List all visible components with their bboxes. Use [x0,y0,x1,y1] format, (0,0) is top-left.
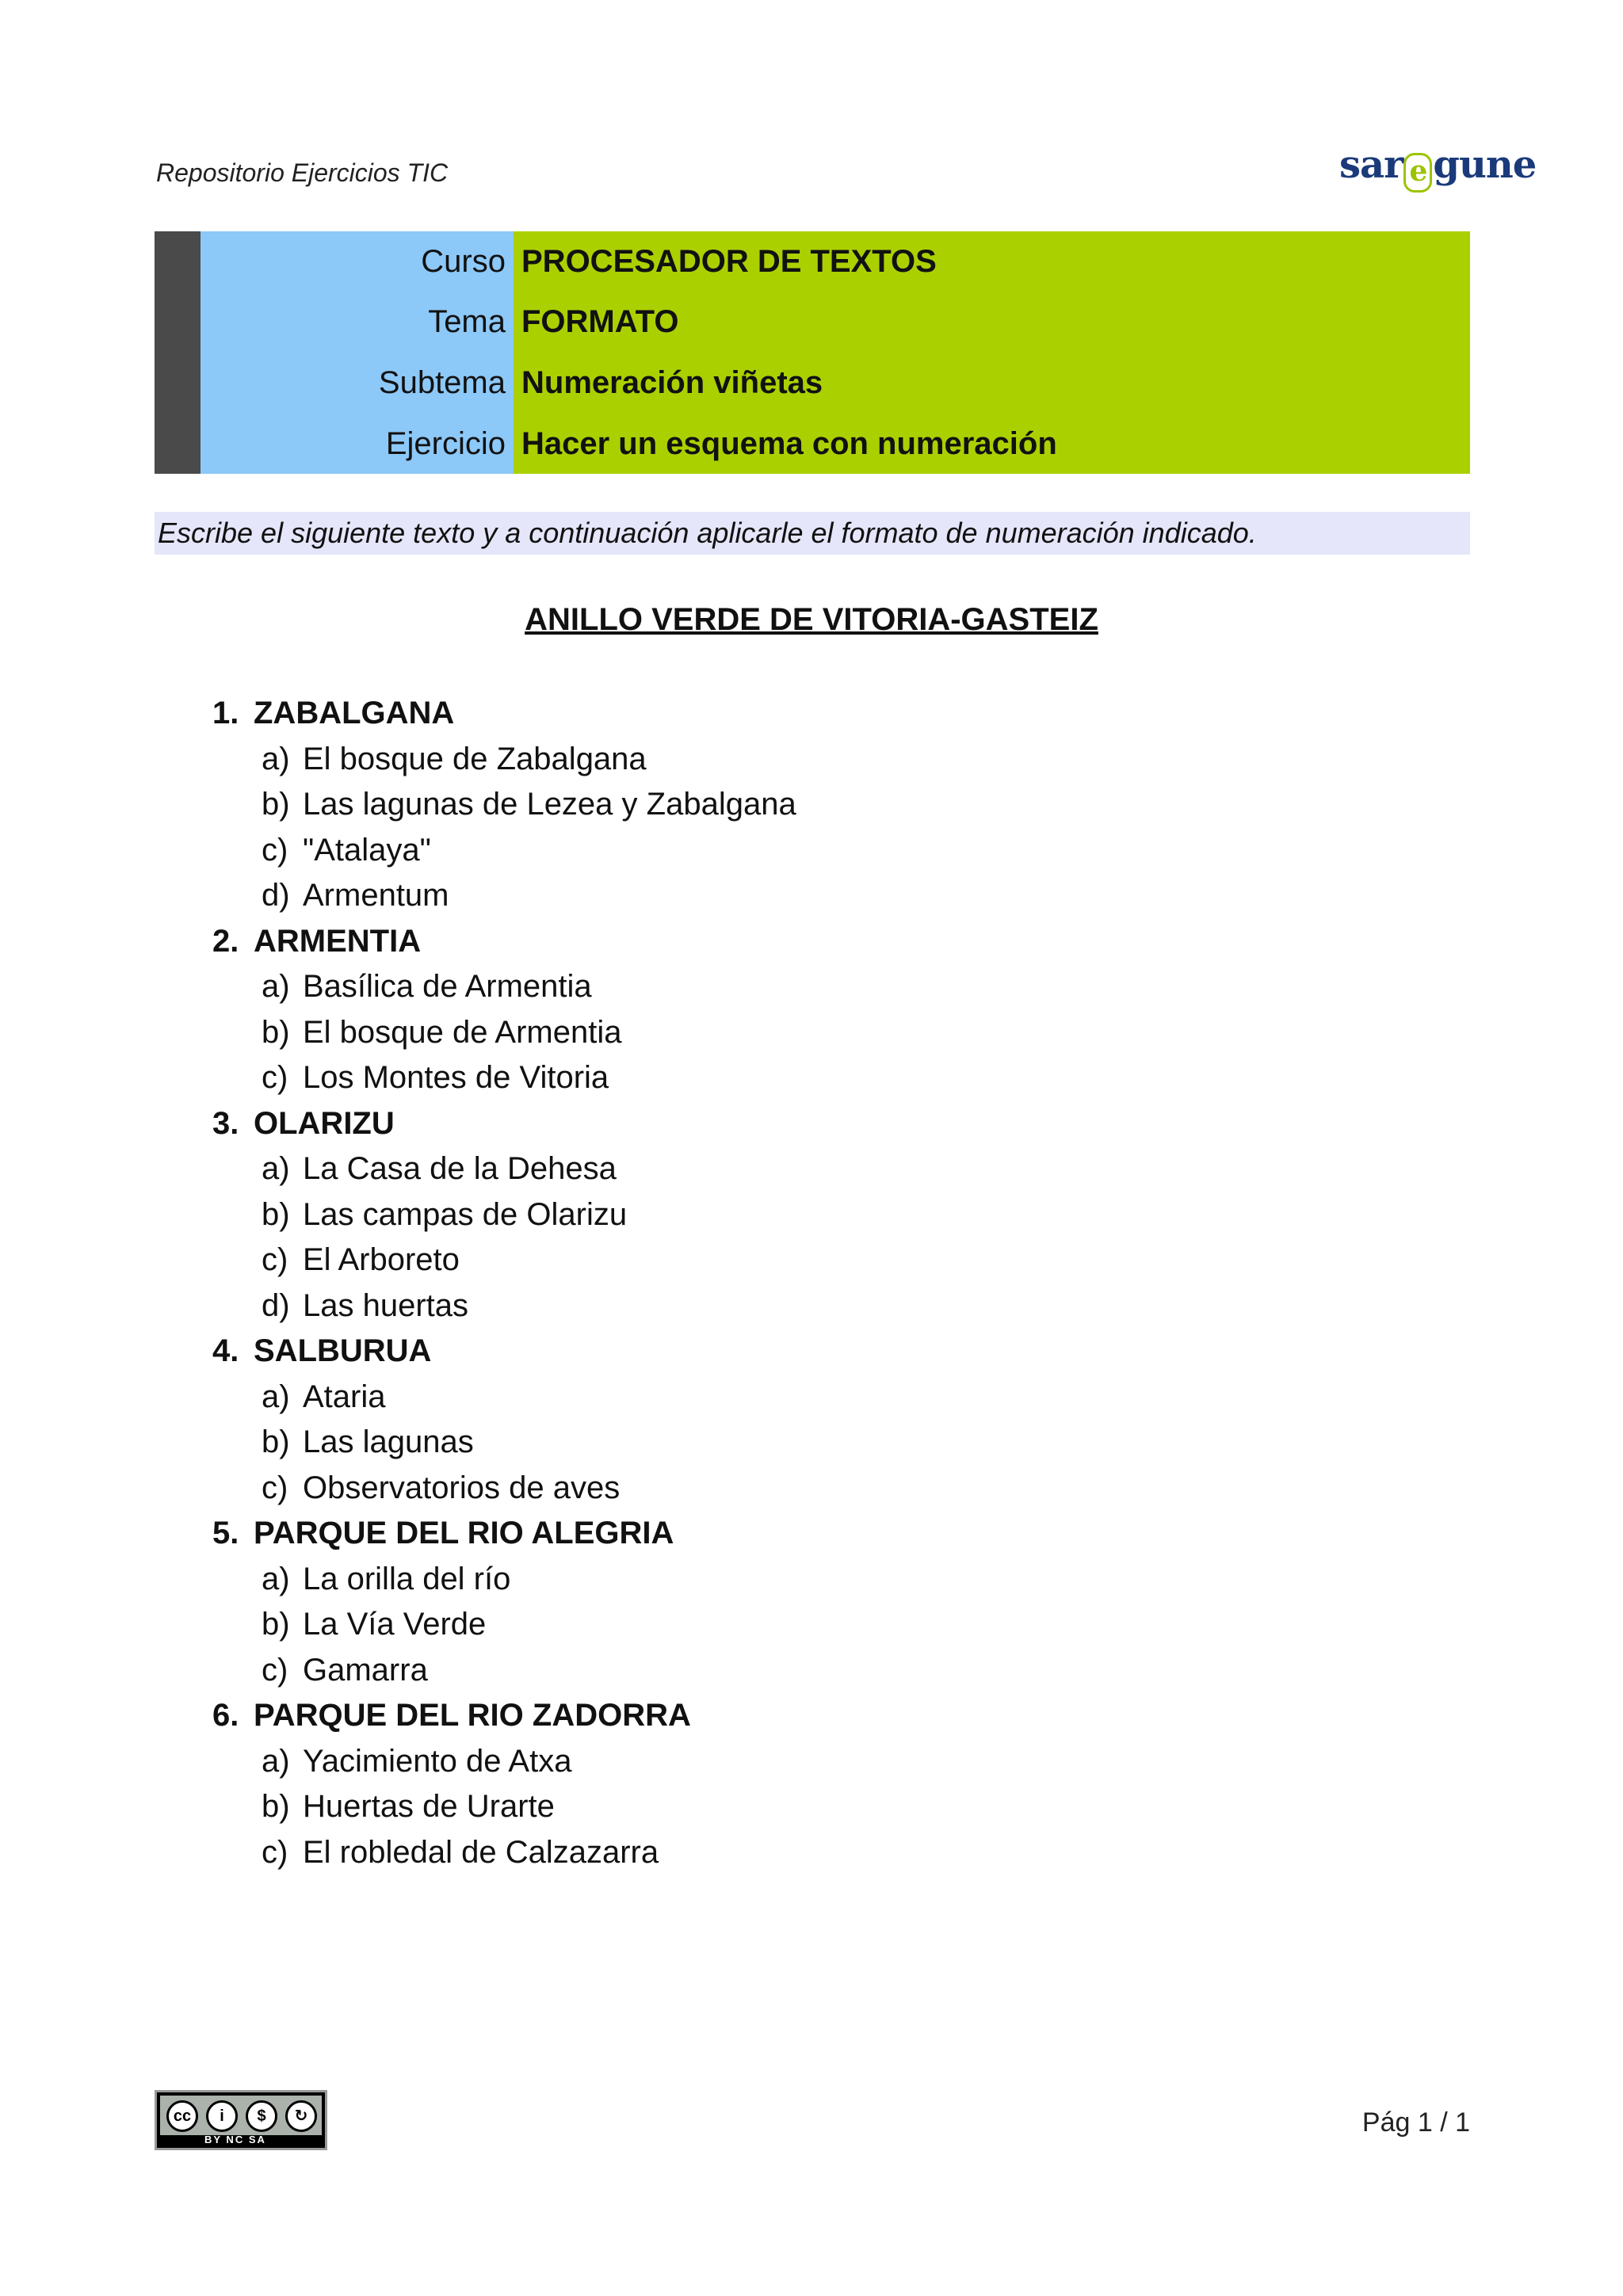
list-item-letter: c) [262,1470,288,1505]
list-item-letter: b) [262,1014,290,1050]
info-value: Hacer un esquema con numeración [521,426,1057,461]
list-item-letter: c) [262,1242,288,1277]
section-number: 2. [212,923,239,959]
list-item-text: El bosque de Armentia [303,1014,622,1050]
list-item [0,1420,1623,1466]
saregune-logo [1339,111,1537,198]
section-number: 4. [212,1333,239,1368]
info-row-curso [200,231,1470,292]
list-item-letter: c) [262,1834,288,1870]
list-item-text: La Vía Verde [303,1607,487,1642]
list-item [0,1283,1623,1329]
info-value: FORMATO [521,304,679,339]
section-heading [0,1511,1623,1557]
list-item [0,1739,1623,1785]
section-title: ARMENTIA [254,923,422,959]
list-item [0,1648,1623,1694]
list-item-letter: a) [262,1151,290,1186]
info-value: Numeración viñetas [521,365,823,400]
section-title: ZABALGANA [254,696,455,730]
list-item-letter: a) [262,741,290,776]
section-number: 6. [212,1698,239,1733]
info-row-ejercicio [200,414,1470,474]
section-heading [0,1101,1623,1147]
list-item [0,1238,1623,1283]
list-item-letter: c) [262,832,288,868]
list-item-text: Observatorios de aves [303,1470,621,1505]
list-item-text: El Arboreto [303,1242,460,1277]
list-item [0,873,1623,919]
cc-license-badge [155,2090,327,2150]
list-item-text: "Atalaya" [303,832,431,868]
list-item [0,782,1623,828]
list-item-letter: c) [262,1060,288,1095]
list-item-letter: b) [262,787,290,822]
info-label: Tema [428,304,506,339]
list-item-letter: b) [262,1196,290,1232]
logo-mouse-icon: e [1403,153,1432,193]
section-title: OLARIZU [254,1105,395,1141]
info-row-subtema [200,353,1470,413]
list-item-text: Yacimiento de Atxa [303,1743,572,1779]
list-item-letter: a) [262,1379,290,1414]
list-item-letter: d) [262,1287,290,1323]
list-item [0,1010,1623,1056]
list-item [0,828,1623,874]
list-item-letter: a) [262,969,290,1004]
list-item-text: Las lagunas de Lezea y Zabalgana [303,787,796,822]
info-table [155,231,1470,474]
list-item-letter: a) [262,1561,290,1596]
page-number: Pág 1 / 1 [1361,2107,1470,2138]
section-number: 3. [212,1105,239,1141]
section-number: 1. [212,696,239,730]
list-item-text: Los Montes de Vitoria [303,1060,609,1095]
info-label: Subtema [378,365,506,400]
info-row-tema [200,292,1470,352]
section-heading [0,691,1623,737]
list-item-letter: b) [262,1789,290,1824]
numbered-outline [0,691,1623,1875]
info-value: PROCESADOR DE TEXTOS [521,244,937,279]
list-item-text: Huertas de Urarte [303,1789,555,1824]
section-title: PARQUE DEL RIO ZADORRA [254,1698,691,1733]
instruction-text: Escribe el siguiente texto y a continuación aplicarle el formato de numeración indicado. [158,517,1257,549]
header-title: Repositorio Ejercicios TIC [156,158,449,187]
cc-icon: cc [166,2100,198,2132]
info-label: Curso [421,244,506,279]
section-heading [0,919,1623,965]
list-item [0,1466,1623,1512]
list-item [0,1602,1623,1648]
list-item [0,964,1623,1010]
section-title: SALBURUA [254,1333,432,1368]
list-item-letter: b) [262,1425,290,1459]
list-item-text: El bosque de Zabalgana [303,741,647,776]
info-table-dark-bar [155,231,200,474]
list-item-text: La Casa de la Dehesa [303,1151,617,1186]
list-item [0,737,1623,783]
list-item-text: Basílica de Armentia [303,969,592,1004]
nc-icon: $ [246,2100,277,2132]
list-item-text: Armentum [303,878,449,913]
section-number: 5. [212,1516,239,1550]
list-item-text: La orilla del río [303,1561,511,1596]
list-item [0,1557,1623,1603]
list-item [0,1830,1623,1876]
section-heading [0,1329,1623,1375]
list-item-text: Las campas de Olarizu [303,1196,628,1232]
license-labels: BY NC SA [204,2134,266,2145]
list-item-letter: d) [262,878,290,913]
list-item-text: El robledal de Calzazarra [303,1834,659,1870]
document-title: ANILLO VERDE DE VITORIA-GASTEIZ [525,602,1098,637]
list-item [0,1146,1623,1192]
list-item [0,1784,1623,1830]
section-heading [0,1693,1623,1739]
list-item-text: Las huertas [303,1287,469,1323]
logo-text-left: sar [1339,143,1403,187]
list-item-text: Gamarra [303,1652,428,1688]
list-item-text: Ataria [303,1379,386,1414]
info-label: Ejercicio [385,426,506,461]
list-item [0,1192,1623,1238]
list-item-letter: c) [262,1652,288,1688]
instruction-box [155,512,1470,555]
list-item [0,1375,1623,1421]
list-item-letter: b) [262,1607,290,1642]
list-item-letter: a) [262,1743,290,1779]
list-item [0,1055,1623,1101]
sa-icon: ↻ [285,2100,317,2132]
list-item-text: Las lagunas [303,1425,474,1459]
by-icon: i [206,2100,238,2132]
section-title: PARQUE DEL RIO ALEGRIA [254,1516,674,1550]
logo-text-right: gune [1433,143,1537,187]
